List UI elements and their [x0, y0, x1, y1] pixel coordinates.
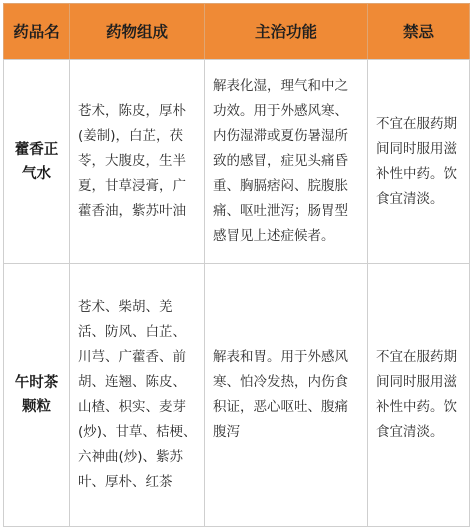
composition-cell: 苍术，陈皮，厚朴(姜制)，白芷，茯苓，大腹皮，生半夏，甘草浸膏，广藿香油，紫苏叶油: [70, 60, 205, 264]
taboo-cell: 不宜在服药期间同时服用滋补性中药。饮食宜清淡。: [368, 60, 470, 264]
taboo-cell: 不宜在服药期间同时服用滋补性中药。饮食宜清淡。: [368, 264, 470, 527]
drug-name-cell: 午时茶颗粒: [4, 264, 70, 527]
header-function: 主治功能: [205, 4, 368, 60]
header-drug-name: 药品名: [4, 4, 70, 60]
medicine-table: [3, 3, 470, 527]
medicine-table-container: [3, 3, 469, 527]
table-row: [4, 60, 470, 264]
drug-name-cell: 藿香正气水: [4, 60, 70, 264]
table-header-row: [4, 4, 470, 60]
function-cell: 解表和胃。用于外感风寒、怕冷发热，内伤食积证，恶心呕吐、腹痛腹泻: [205, 264, 368, 527]
function-cell: 解表化湿，理气和中之功效。用于外感风寒、内伤湿滞或夏伤暑湿所致的感冒，症见头痛昏重、胸膈痞闷、脘腹胀痛、呕吐泄泻；肠胃型感冒见上述症候者。: [205, 60, 368, 264]
table-row: [4, 264, 470, 527]
header-composition: 药物组成: [70, 4, 205, 60]
header-taboo: 禁忌: [368, 4, 470, 60]
composition-cell: 苍术、柴胡、羌活、防风、白芷、川芎、广藿香、前胡、连翘、陈皮、山楂、枳实、麦芽(炒)、甘草、桔梗、六神曲(炒)、紫苏叶、厚朴、红茶: [70, 264, 205, 527]
